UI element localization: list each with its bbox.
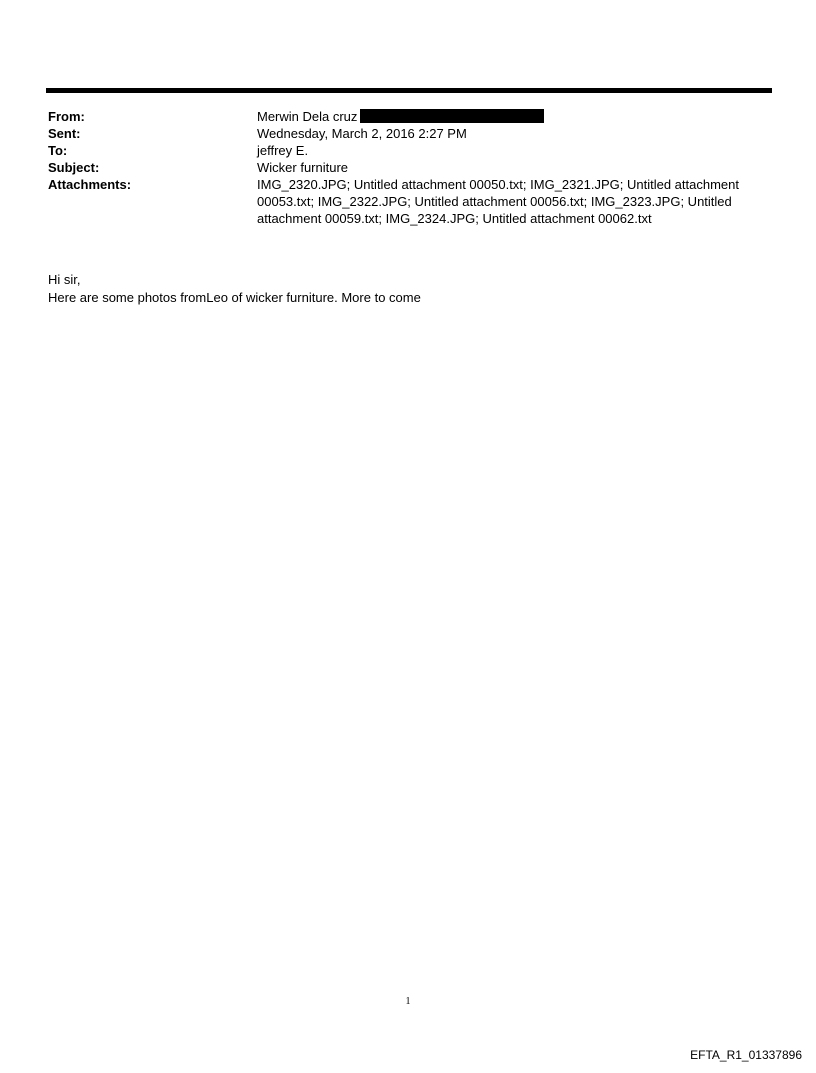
subject-value: Wicker furniture — [257, 160, 349, 175]
from-value: Merwin Dela cruz — [257, 109, 358, 124]
attachments-row — [48, 176, 768, 227]
bates-number: EFTA_R1_01337896 — [690, 1048, 802, 1062]
subject-row — [48, 159, 768, 176]
to-value: jeffrey E. — [257, 143, 309, 158]
from-value-wrap — [257, 108, 768, 125]
email-body — [48, 271, 768, 307]
message-line: Here are some photos fromLeo of wicker furniture. More to come — [48, 290, 421, 305]
sent-label: Sent: — [48, 126, 81, 141]
attachments-label: Attachments: — [48, 177, 132, 192]
attachments-value: IMG_2320.JPG; Untitled attachment 00050.txt; IMG_2321.JPG; Untitled attachment 00053.txt; IMG_2322.JPG; Untitled attachment 00056.txt; IMG_2323.JPG; Untitled attachment 00059.txt; IMG_2324.JPG; Untitled attachment 00062.txt — [257, 177, 739, 226]
sent-value: Wednesday, March 2, 2016 2:27 PM — [257, 126, 467, 141]
to-row — [48, 142, 768, 159]
from-row — [48, 108, 768, 125]
sent-row — [48, 125, 768, 142]
email-header — [48, 108, 768, 227]
to-label: To: — [48, 143, 68, 158]
from-label: From: — [48, 109, 85, 124]
redaction-box — [360, 109, 544, 123]
header-divider — [46, 88, 772, 93]
page-number: 1 — [405, 996, 411, 1007]
greeting-line: Hi sir, — [48, 272, 81, 287]
subject-label: Subject: — [48, 160, 100, 175]
